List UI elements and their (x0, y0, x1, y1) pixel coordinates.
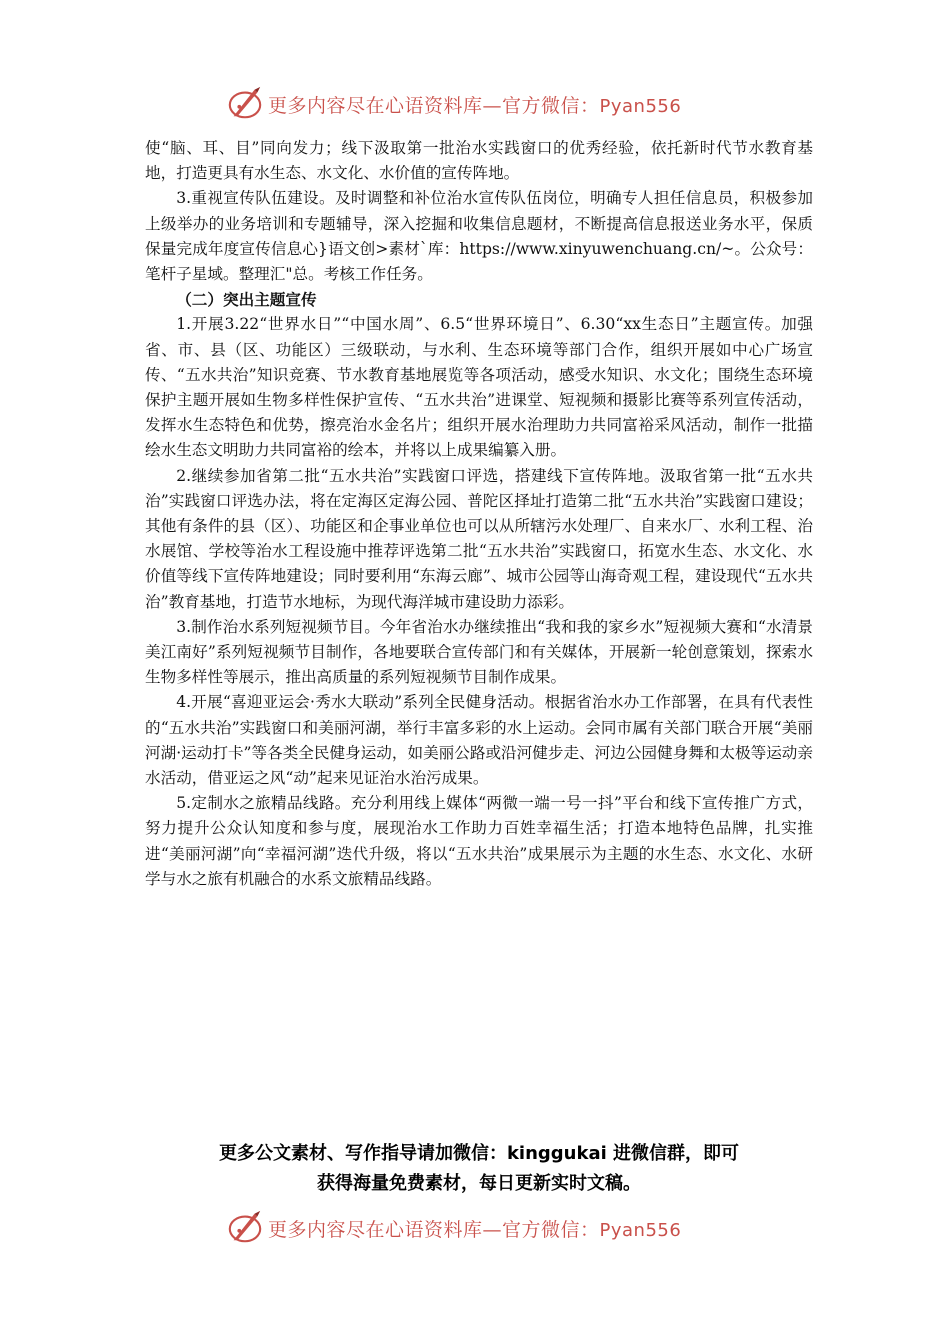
banner-wechat-id: Pyan556 (599, 96, 682, 117)
document-body (145, 136, 813, 892)
header-banner (0, 82, 950, 126)
banner-wechat-id: Pyan556 (599, 1220, 682, 1241)
paragraph-fitness-activity: 4.开展“喜迎亚运会·秀水大联动”系列全民健身活动。根据省治水办工作部署，在具有代表性的“五水共治”实践窗口和美丽河湖，举行丰富多彩的水上运动。会同市属有关部门联合开展“美丽河湖·运动打卡”等各类全民健身运动，如美丽公路或沿河健步走、河边公园健身舞和太极等运动亲水活动，借亚运之风“动”起来见证治水治污成果。 (145, 693, 813, 788)
promo-line-1: 更多公文素材、写作指导请加微信：kinggukai 进微信群，即可 (218, 1143, 740, 1164)
promo-block (145, 1139, 813, 1199)
quill-pen-logo-icon (226, 1208, 264, 1246)
paragraph-practice-window: 2.继续参加省第二批“五水共治”实践窗口评选，搭建线下宣传阵地。汲取省第一批“五水共治”实践窗口评选办法，将在定海区定海公园、普陀区择址打造第二批“五水共治”实践窗口建设；其他有条件的县（区）、功能区和企事业单位也可以从所辖污水处理厂、自来水厂、水利工程、治水展馆、学校等治水工程设施中推荐评选第二批“五水共治”实践窗口，拓宽水生态、水文化、水价值等线下宣传阵地建设；同时要利用“东海云廊”、城市公园等山海奇观工程，建设现代“五水共治”教育基地，打造节水地标，为现代海洋城市建设助力添彩。 (145, 466, 813, 611)
paragraph-team-building: 3.重视宣传队伍建设。及时调整和补位治水宣传队伍岗位，明确专人担任信息员，积极参加上级举办的业务培训和专题辅导，深入挖掘和收集信息题材，不断提高信息报送业务水平，保质保量完成年度宣传信息心}语文创>素材`库：https://www.xinyuwenchuang.cn/~。公众号：笔杆子星域。整理汇"总。考核工作任务。 (145, 189, 813, 284)
paragraph-continuation: 使“脑、耳、目”同向发力；线下汲取第一批治水实践窗口的优秀经验，依托新时代节水教育基地，打造更具有水生态、水文化、水价值的宣传阵地。 (145, 139, 813, 183)
section-heading: （二）突出主题宣传 (176, 290, 317, 310)
paragraph-water-tour: 5.定制水之旅精品线路。充分利用线上媒体“两微一端一号一抖”平台和线下宣传推广方式，努力提升公众认知度和参与度，展现治水工作助力百姓幸福生活；打造本地特色品牌，扎实推进“美丽河湖”向“幸福河湖”迭代升级，将以“五水共治”成果展示为主题的水生态、水文化、水研学与水之旅有机融合的水系文旅精品线路。 (145, 794, 813, 888)
paragraph-theme-days: 1.开展3.22“世界水日”“中国水周”、6.5“世界环境日”、6.30“xx生态日”主题宣传。加强省、市、县（区、功能区）三级联动，与水利、生态环境等部门合作，组织开展如中心广场宣传、“五水共治”知识竞赛、节水教育基地展览等各项活动，感受水知识、水文化；围绕生态环境保护主题开展如生物多样性保护宣传、“五水共治”进课堂、短视频和摄影比赛等系列宣传活动，发挥水生态特色和优势，擦亮治水金名片；组织开展水治理助力共同富裕采风活动，制作一批描绘水生态文明助力共同富裕的绘本，并将以上成果编纂入册。 (145, 315, 813, 460)
banner-text: 更多内容尽在心语资料库—官方微信：Pyan556 (268, 1219, 682, 1241)
quill-pen-logo-icon (226, 84, 264, 122)
banner-text: 更多内容尽在心语资料库—官方微信：Pyan556 (268, 95, 682, 117)
promo-line-2: 获得海量免费素材，每日更新实时文稿。 (317, 1173, 641, 1194)
footer-banner (0, 1206, 950, 1250)
paragraph-short-video: 3.制作治水系列短视频节目。今年省治水办继续推出“我和我的家乡水”短视频大赛和“水清景美江南好”系列短视频节目制作，各地要联合宣传部门和有关媒体，开展新一轮创意策划，探索水生物多样性等展示，推出高质量的系列短视频节目制作成果。 (145, 617, 813, 687)
